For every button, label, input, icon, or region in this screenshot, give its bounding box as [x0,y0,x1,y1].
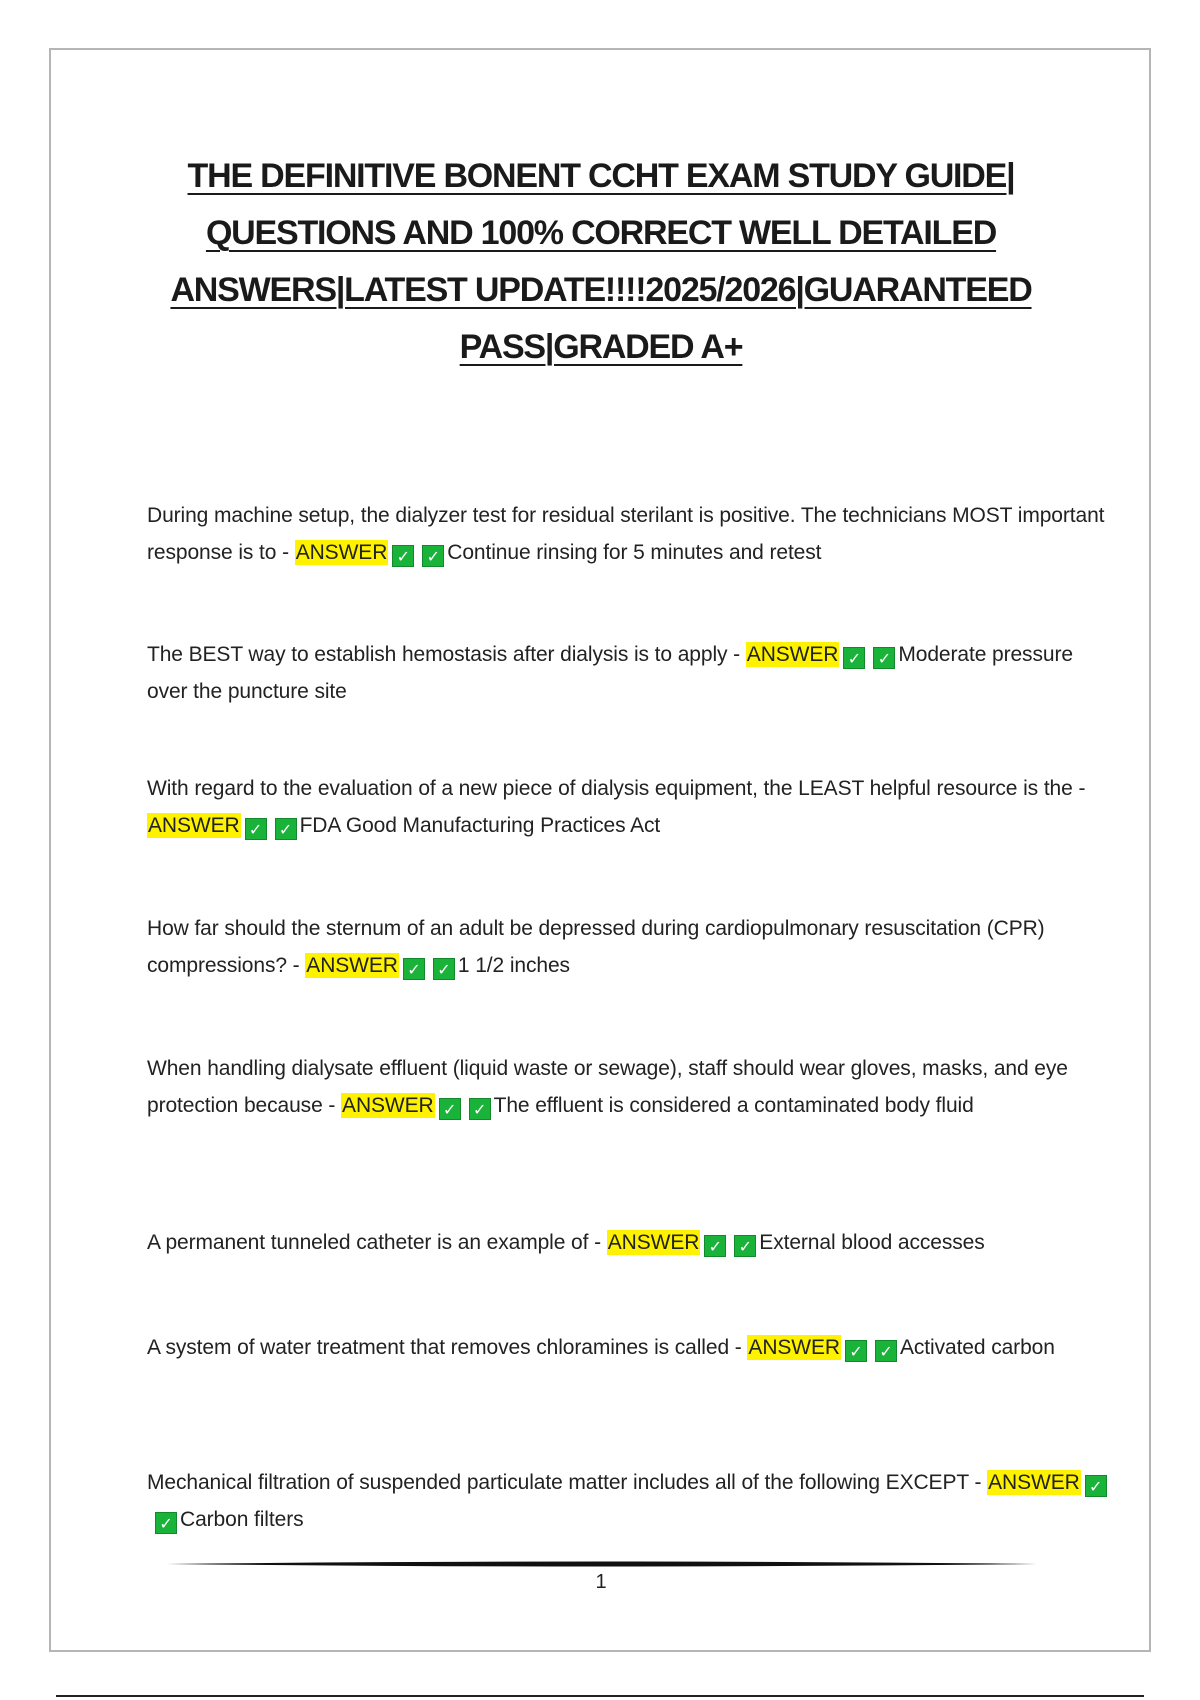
qa-item-6 [147,1224,1107,1261]
answer-text: FDA Good Manufacturing Practices Act [299,814,661,837]
check-icon: ✓ [845,1340,867,1362]
document-page [49,48,1151,1652]
check-icon: ✓ [704,1235,726,1257]
answer-text: Carbon filters [180,1508,304,1531]
footer-divider [167,1560,1037,1568]
question-text: During machine setup, the dialyzer test for residual sterilant is positive. The technicians MOST important response is to - [147,504,1105,564]
qa-item-4 [147,910,1107,984]
qa-item-5 [147,1050,1107,1124]
answer-text: External blood accesses [759,1231,985,1254]
answer-highlight: ANSWER [295,541,388,564]
check-icon: ✓ [422,545,444,567]
qa-item-2 [147,636,1107,710]
check-icon: ✓ [433,958,455,980]
qa-item-3 [147,770,1107,844]
answer-highlight: ANSWER [988,1471,1080,1494]
check-icon: ✓ [392,545,414,567]
question-text: When handling dialysate effluent (liquid waste or sewage), staff should wear gloves, masks, and eye protection because - [147,1057,1068,1117]
check-icon: ✓ [155,1512,177,1534]
check-icon: ✓ [245,818,267,840]
answer-highlight: ANSWER [746,643,839,666]
answer-text: Moderate pressure over the puncture site [147,643,1073,703]
bottom-divider [56,1695,1144,1697]
question-text: A permanent tunneled catheter is an example of - [147,1231,607,1254]
check-icon: ✓ [843,647,865,669]
question-text: The BEST way to establish hemostasis after dialysis is to apply - [147,643,746,666]
answer-text: The effluent is considered a contaminated body fluid [493,1094,974,1117]
qa-item-1 [147,497,1107,571]
check-icon: ✓ [439,1098,461,1120]
check-icon: ✓ [469,1098,491,1120]
check-icon: ✓ [734,1235,756,1257]
qa-item-7 [147,1329,1107,1366]
question-text: Mechanical filtration of suspended particulate matter includes all of the following EXCEPT - [147,1471,988,1494]
answer-text: Activated carbon [899,1336,1055,1359]
answer-highlight: ANSWER [748,1336,840,1359]
answer-highlight: ANSWER [148,814,240,837]
answer-highlight: ANSWER [607,1231,700,1254]
qa-item-8 [147,1464,1107,1538]
document-title: THE DEFINITIVE BONENT CCHT EXAM STUDY GUIDE| QUESTIONS AND 100% CORRECT WELL DETAILED ANSWERS|LATEST UPDATE!!!!2025/2026|GUARANTEED PASS|GRADED A+ [170,157,1032,366]
answer-text: Continue rinsing for 5 minutes and retest [447,541,822,564]
check-icon: ✓ [275,818,297,840]
page-number: 1 [595,1571,607,1593]
check-icon: ✓ [403,958,425,980]
check-icon: ✓ [873,647,895,669]
question-text: With regard to the evaluation of a new piece of dialysis equipment, the LEAST helpful resource is the - [147,777,1086,800]
check-icon: ✓ [875,1340,897,1362]
answer-highlight: ANSWER [342,1094,434,1117]
check-icon: ✓ [1085,1475,1107,1497]
answer-text: 1 1/2 inches [457,954,570,977]
question-text: How far should the sternum of an adult be depressed during cardiopulmonary resuscitation (CPR) compressions? - [147,917,1045,977]
answer-highlight: ANSWER [306,954,398,977]
question-text: A system of water treatment that removes chloramines is called - [147,1336,748,1359]
